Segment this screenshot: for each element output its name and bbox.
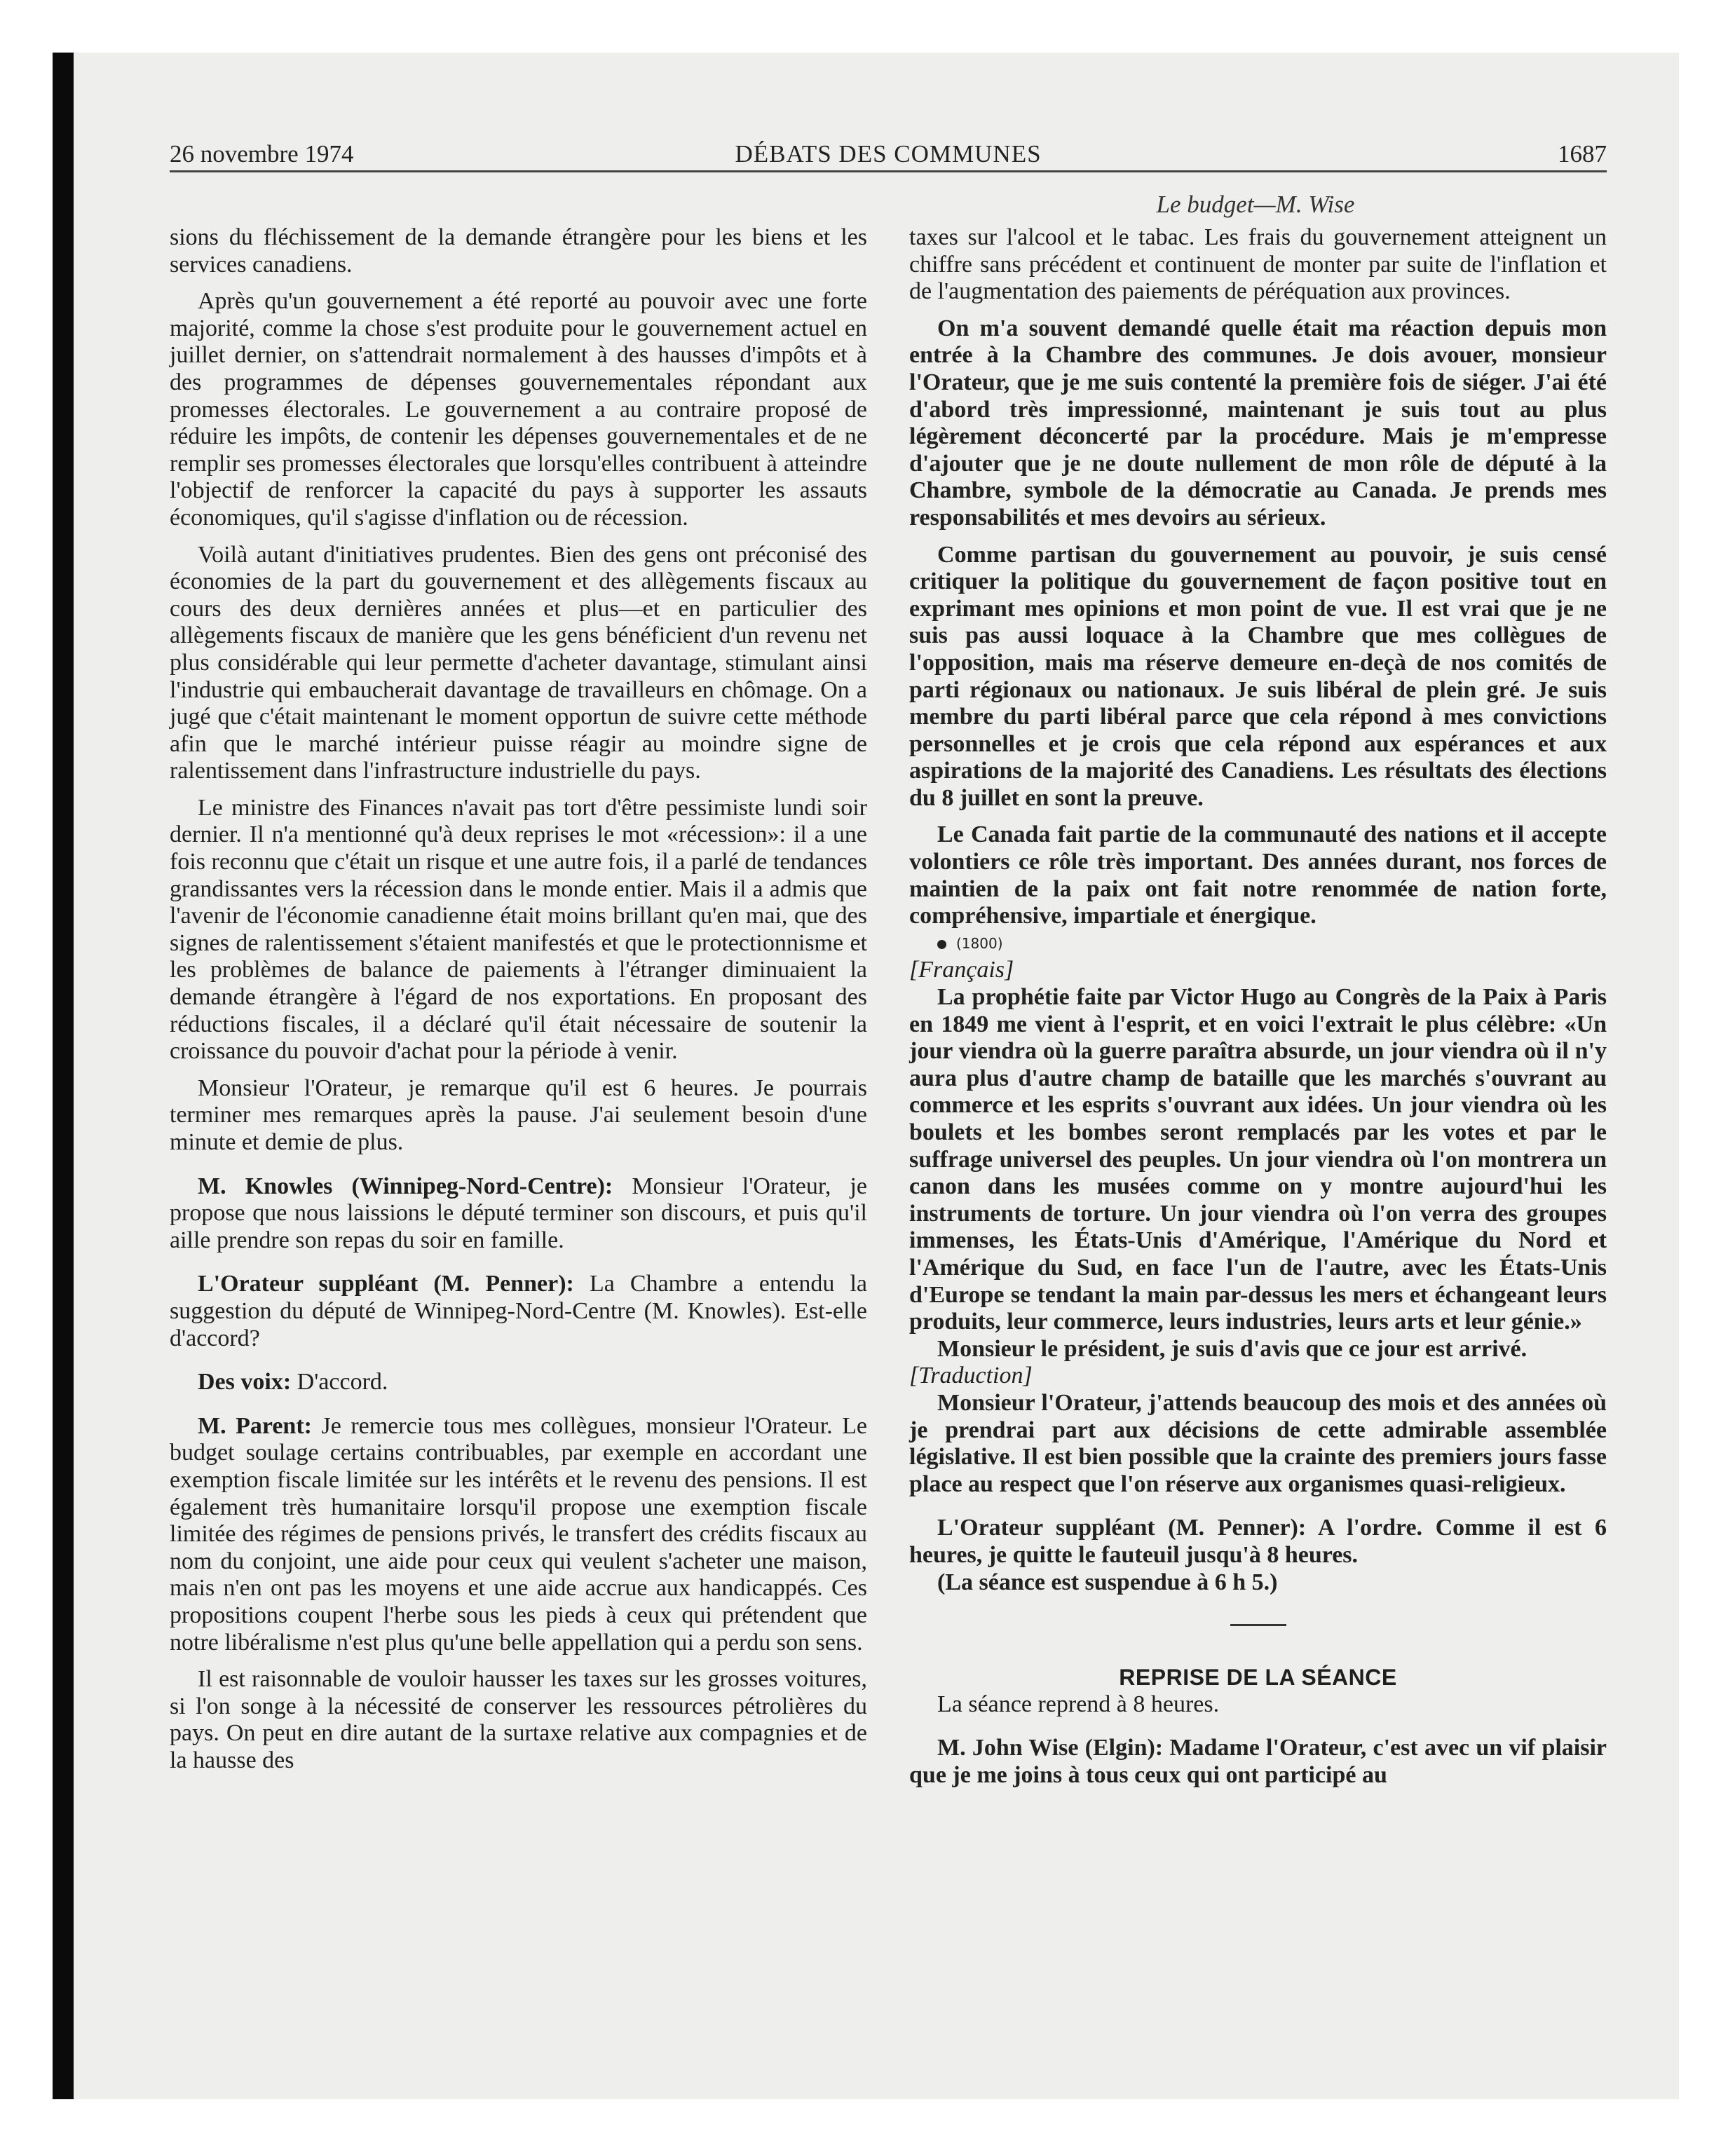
paragraph: La séance reprend à 8 heures. — [937, 1691, 1220, 1717]
speech-knowles — [170, 1173, 867, 1255]
suspension-note: (La séance est suspendue à 6 h 5.) — [937, 1569, 1278, 1595]
language-tag-french: [Français] — [909, 957, 1014, 983]
paragraph: Après qu'un gouvernement a été reporté au pouvoir avec une forte majorité, comme la chose s'est produite pour le gouvernement actuel en juillet dernier, on s'attendrait normalement à des hausses d'impôts et à des programmes de dépenses gouvernementales répondant aux promesses électorales. Le gouvernement a au contraire proposé de réduire les impôts, de contenir les dépenses gouvernementales et de ne remplir ses promesses électorales que lorsqu'elles contribuent à atteindre l'objectif de renforcer la capacité du pays à supporter les assauts économiques, qu'il s'agisse d'inflation ou de récession. — [170, 288, 867, 531]
speech-text: Monsieur l'Orateur, je propose que nous laissions le député terminer son discours, et puis qu'il aille prendre son repas du soir en famille. — [170, 1173, 867, 1253]
header-date: 26 novembre 1974 — [170, 140, 354, 168]
paragraph: Monsieur le président, je suis d'avis que ce jour est arrivé. — [937, 1335, 1528, 1362]
speaker-name: M. Knowles (Winnipeg-Nord-Centre): — [198, 1173, 613, 1199]
speech-voices — [170, 1369, 867, 1396]
paragraph: Voilà autant d'initiatives prudentes. Bien des gens ont préconisé des économies de la part du gouvernement et des allègements fiscaux au cours des deux dernières années et plus—et en particulier des allègements fiscaux de manière que les gens bénéficient d'un revenu net plus considérable qui leur permette d'acheter davantage, stimulant ainsi l'industrie qui embaucherait davantage de travailleurs en chômage. On a jugé que c'était maintenant le moment opportun de suivre cette méthode afin que le marché intérieur puisse réagir au moindre signe de ralentissement dans l'infrastructure industrielle du pays. — [170, 541, 867, 784]
paragraph: La prophétie faite par Victor Hugo au Congrès de la Paix à Paris en 1849 me vient à l'esprit, et en voici l'extrait le plus célèbre: «Un jour viendra où la guerre paraîtra absurde, un jour viendra où il n'y aura plus d'autre champ de bataille que les marchés s'ouvrant au commerce et les esprits s'ouvrant aux idées. Un jour viendra où les boulets et les bombes seront remplacés par les votes et par le suffrage universel des peuples. Un jour viendra où l'on montrera un canon dans les musées comme on y montre aujourd'hui les instruments de torture. Un jour viendra où l'on verra des groupes immenses, les États-Unis d'Amérique, l'Amérique du Nord et l'Amérique du Sud, en face l'un de l'autre, avec les États-Unis d'Europe se tendant la main par-dessus les mers et échangeant leurs produits, leur commerce, leurs industries, leurs arts et leur génie.» — [909, 984, 1607, 1335]
paragraph: taxes sur l'alcool et le tabac. Les frais du gouvernement atteignent un chiffre sans précédent et continuent de monter par suite de l'inflation et de l'augmentation des paiements de péréquation aux provinces. — [909, 224, 1607, 305]
language-tag-translation: [Traduction] — [909, 1363, 1033, 1389]
paragraph: Comme partisan du gouvernement au pouvoir, je suis censé critiquer la politique du gouvernement de façon positive tout en exprimant mes opinions et mon point de vue. Il est vrai que je ne suis pas aussi loquace à la Chambre que mes collègues de l'opposition, mais ma réserve demeure en-deçà de nos comités de parti régionaux ou nationaux. Je suis libéral de plein gré. Je suis membre du parti libéral parce que cela répond à mes convictions personnelles et je crois que cela répond aux espérances et aux aspirations de la majorité des Canadiens. Les résultats des élections du 8 juillet en sont la preuve. — [909, 541, 1607, 811]
header-title: DÉBATS DES COMMUNES — [735, 140, 1042, 168]
paragraph: Monsieur l'Orateur, j'attends beaucoup des mois et des années où je prendrai part aux décisions de cette admirable assemblée législative. Il est bien possible que la crainte des premiers jours fasse place au respect que l'on réserve aux organismes quasi-religieux. — [909, 1389, 1607, 1497]
speech-text: La Chambre a entendu la suggestion du député de Winnipeg-Nord-Centre (M. Knowles). Est-elle d'accord? — [170, 1271, 868, 1351]
speaker-name: M. John Wise (Elgin): — [937, 1735, 1164, 1761]
speaker-name: M. Parent: — [198, 1412, 312, 1439]
paragraph: Le ministre des Finances n'avait pas tort d'être pessimiste lundi soir dernier. Il n'a mentionné qu'à deux reprises le mot «récession»: il a une fois reconnu que c'était un risque et une autre fois, il a parlé de tendances grandissantes vers la récession dans le monde entier. Mais il a admis que l'avenir de l'économie canadienne était moins brillant qu'en mai, que des signes de ralentissement s'étaient manifestés et que le protectionnisme et les problèmes de balance de paiements à l'étranger diminuaient la demande étrangère à l'égard de nos exportations. En proposant des réductions fiscales, il a déclaré qu'il était nécessaire de soutenir la croissance du pouvoir d'achat pour la période à venir. — [170, 794, 867, 1065]
paragraph: Il est raisonnable de vouloir hausser les taxes sur les grosses voitures, si l'on songe à la nécessité de conserver les ressources pétrolières du pays. On peut en dire autant de la surtaxe relative aux compagnies et de la hausse des — [170, 1666, 867, 1773]
speech-text: Madame l'Orateur, c'est avec un vif plaisir que je me joins à tous ceux qui ont participé au — [909, 1735, 1607, 1788]
speech-penner — [170, 1271, 867, 1352]
paragraph: Le Canada fait partie de la communauté des nations et il accepte volontiers ce rôle très important. Des années durant, nos forces de maintien de la paix ont fait notre renommée de nation forte, compréhensive, impartiale et énergique. — [909, 821, 1607, 929]
bullet-icon — [937, 940, 946, 949]
running-head: Le budget—M. Wise — [1156, 191, 1355, 218]
right-column — [909, 224, 1607, 1789]
time-marker — [909, 930, 1607, 957]
speech-wise — [909, 1735, 1607, 1789]
time-marker-text: (1800) — [956, 934, 1003, 952]
speech-text: Je remercie tous mes collègues, monsieur l'Orateur. Le budget soulage certains contribuables, par exemple en accordant une exemption fiscale limitée sur les intérêts et le revenu des pensions. Il est également très humanitaire lorsqu'il propose une exemption fiscale limitée des régimes de pensions privés, le transfert des crédits fiscaux au nom du conjoint, une aide pour ceux qui veulent s'acheter une maison, mais n'en ont pas les moyens et une aide accrue aux handicappés. Ces propositions coupent l'herbe sous les pieds à ceux qui prétendent que notre libéralisme n'est plus qu'une belle appellation qui a perdu son sens. — [170, 1412, 868, 1656]
header-rule — [170, 170, 1607, 172]
speech-text: A l'ordre. Comme il est 6 heures, je quitte le fauteuil jusqu'à 8 heures. — [909, 1515, 1607, 1568]
scan-edge-bar — [53, 53, 74, 2099]
speech-parent — [170, 1413, 867, 1656]
left-column — [170, 224, 867, 1774]
page-header — [170, 140, 1607, 172]
speaker-name: Des voix: — [198, 1369, 292, 1396]
speaker-name: L'Orateur suppléant (M. Penner): — [937, 1515, 1307, 1541]
paragraph: sions du fléchissement de la demande étrangère pour les biens et les services canadiens. — [170, 224, 867, 278]
section-separator — [1230, 1624, 1286, 1626]
section-heading: REPRISE DE LA SÉANCE — [1119, 1665, 1397, 1691]
header-page-number: 1687 — [1558, 140, 1607, 168]
speech-penner — [909, 1515, 1607, 1569]
speech-text: D'accord. — [297, 1369, 388, 1396]
speaker-name: L'Orateur suppléant (M. Penner): — [198, 1271, 574, 1297]
paragraph: Monsieur l'Orateur, je remarque qu'il est 6 heures. Je pourrais terminer mes remarques après la pause. J'ai seulement besoin d'une minute et demie de plus. — [170, 1074, 867, 1155]
paragraph: On m'a souvent demandé quelle était ma réaction depuis mon entrée à la Chambre des communes. Je dois avouer, monsieur l'Orateur, que je me suis contenté la première fois de siéger. J'ai été d'abord très impressionné, maintenant je suis tout au plus légèrement déconcerté par la procédure. Mais je m'empresse d'ajouter que je ne doute nullement de mon rôle de député à la Chambre, symbole de la démocratie au Canada. Je prends mes responsabilités et mes devoirs au sérieux. — [909, 315, 1607, 531]
